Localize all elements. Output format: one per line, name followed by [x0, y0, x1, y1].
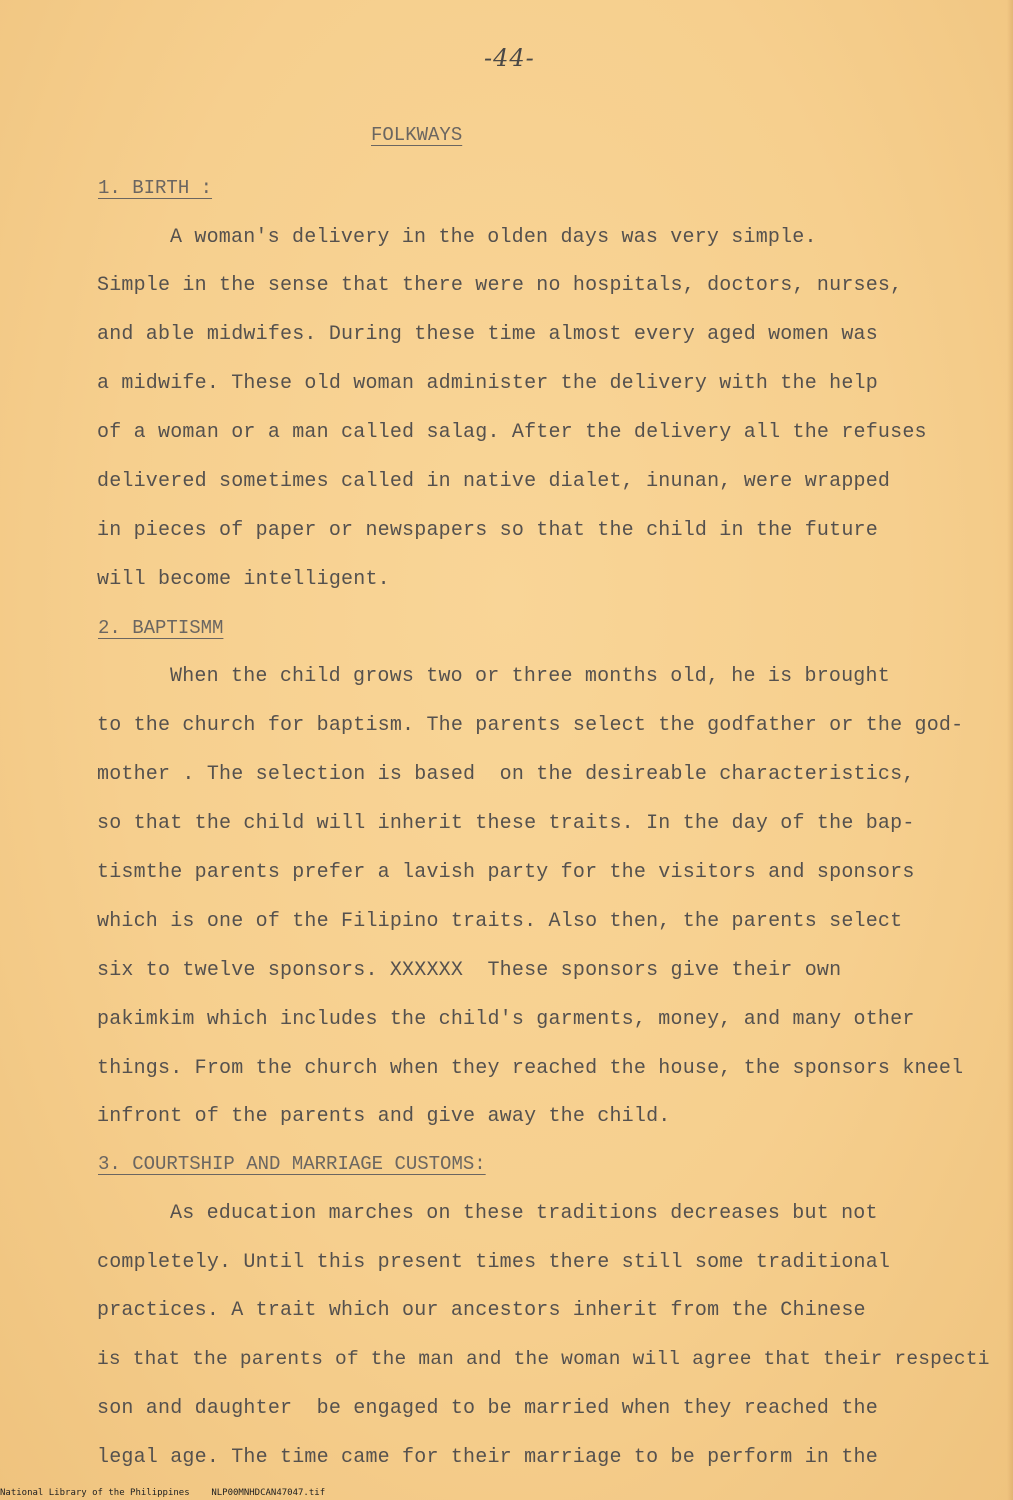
section-heading-baptism: 2. BAPTISMM	[98, 617, 224, 639]
paragraph-line: of a woman or a man called salag. After the delivery all the refuses	[97, 421, 927, 444]
paragraph-line: legal age. The time came for their marriage to be perform in the	[97, 1446, 878, 1469]
paragraph-line: tismthe parents prefer a lavish party for the visitors and sponsors	[97, 861, 915, 884]
page-title: FOLKWAYS	[371, 124, 463, 146]
paragraph-line: As education marches on these traditions decreases but not	[170, 1202, 878, 1225]
section-heading-birth: 1. BIRTH :	[98, 177, 213, 199]
page-edge-shadow	[1007, 0, 1013, 1500]
page-number: -44-	[484, 44, 535, 72]
paragraph-line: a midwife. These old woman administer the delivery with the help	[97, 372, 878, 395]
paragraph-line: A woman's delivery in the olden days was very simple.	[170, 226, 817, 249]
paragraph-line: pakimkim which includes the child's garments, money, and many other	[97, 1008, 915, 1031]
paragraph-line: completely. Until this present times there still some traditional	[97, 1251, 891, 1274]
paragraph-line: in pieces of paper or newspapers so that the child in the future	[97, 519, 878, 542]
paragraph-line: and able midwifes. During these time almost every aged women was	[97, 323, 878, 346]
paragraph-line: which is one of the Filipino traits. Also then, the parents select	[97, 910, 903, 933]
paragraph-line: mother . The selection is based on the desireable characteristics,	[97, 763, 915, 786]
section-heading-courtship: 3. COURTSHIP AND MARRIAGE CUSTOMS:	[98, 1153, 486, 1175]
paragraph-line: Simple in the sense that there were no hospitals, doctors, nurses,	[97, 274, 903, 297]
paragraph-line: infront of the parents and give away the child.	[97, 1105, 671, 1128]
paragraph-line: is that the parents of the man and the woman will agree that their respecti	[97, 1348, 990, 1370]
paragraph-line: son and daughter be engaged to be married when they reached the	[97, 1397, 878, 1420]
paragraph-line: so that the child will inherit these traits. In the day of the bap-	[97, 812, 915, 835]
paragraph-line: to the church for baptism. The parents select the godfather or the god-	[97, 714, 964, 737]
paragraph-line: When the child grows two or three months old, he is brought	[170, 665, 890, 688]
paragraph-line: six to twelve sponsors. XXXXXX These sponsors give their own	[97, 959, 842, 982]
paragraph-line: will become intelligent.	[97, 568, 390, 591]
archive-footer: National Library of the Philippines NLP00MNHDCAN47047.tif	[0, 1488, 326, 1498]
paragraph-line: things. From the church when they reached the house, the sponsors kneel	[97, 1057, 964, 1080]
paragraph-line: practices. A trait which our ancestors inherit from the Chinese	[97, 1299, 866, 1322]
paragraph-line: delivered sometimes called in native dialet, inunan, were wrapped	[97, 470, 891, 493]
